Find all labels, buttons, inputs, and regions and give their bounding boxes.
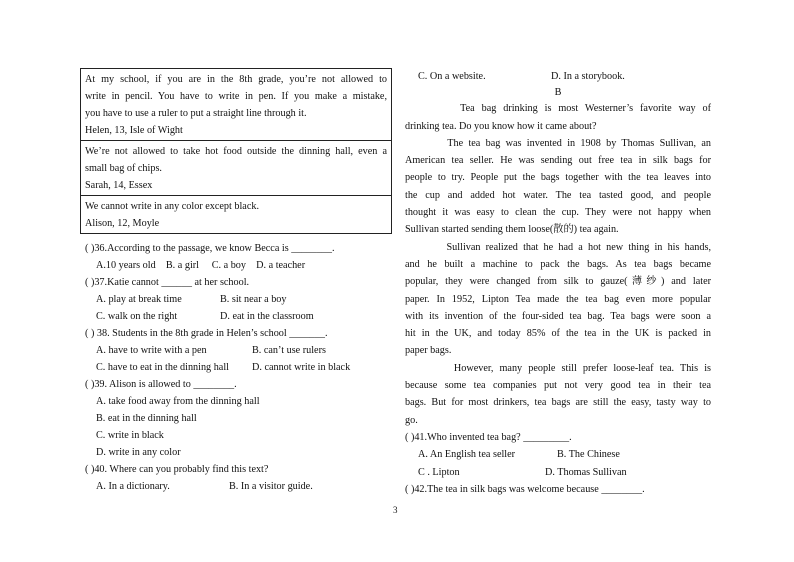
table-author: Alison, 12, Moyle bbox=[85, 218, 160, 229]
table-text-line: We’re not allowed to take hot food outside the dinning hall, even a bbox=[85, 146, 387, 157]
option-b: B. The Chinese bbox=[557, 449, 620, 461]
question-36: ( )36.According to the passage, we know Becca is ________. bbox=[85, 243, 335, 254]
question-41: ( )41.Who invented tea bag? _________. bbox=[405, 431, 572, 443]
option-d: D. eat in the classroom bbox=[220, 311, 314, 322]
quotes-table bbox=[80, 68, 392, 234]
passage-line: Tea bag drinking is most Westerner’s favorite way of bbox=[405, 103, 711, 115]
table-text-line: small bag of chips. bbox=[85, 163, 162, 174]
options-41-cd bbox=[405, 464, 711, 481]
table-text-line: We cannot write in any color except black. bbox=[85, 201, 259, 212]
option-c: C. On a website. bbox=[418, 71, 486, 82]
option-b: B. a girl bbox=[165, 260, 199, 271]
passage-line: and he built a machine to pack the bags. As tea bags became bbox=[405, 258, 711, 270]
table-author: Sarah, 14, Essex bbox=[85, 180, 153, 191]
options-38-cd bbox=[85, 359, 390, 376]
table-text-line: you have to use a ruler to put a straight line through it. bbox=[85, 108, 307, 119]
passage-line: bags. But for most drinkers, tea bags are still the easy, tasty way to bbox=[405, 397, 711, 409]
option-b: B. eat in the dinning hall bbox=[96, 413, 197, 424]
options-40-cd bbox=[405, 68, 711, 85]
passage-line: because some tea companies put not very good tea in their tea bbox=[405, 380, 711, 392]
options-40-ab bbox=[85, 478, 390, 495]
table-text-line: write in pencil. You have to write in pen. If you make a mistake, bbox=[85, 91, 387, 102]
options-41-ab bbox=[405, 446, 711, 463]
table-row bbox=[81, 69, 391, 141]
passage-line: with its invention of the four-sided tea bag. Tea bags were soon a bbox=[405, 310, 711, 322]
option-c: C. have to eat in the dinning hall bbox=[96, 362, 229, 373]
option-a: A.10 years old bbox=[96, 260, 156, 271]
passage-line: The tea bag was invented in 1908 by Thomas Sullivan, an bbox=[405, 137, 711, 149]
section-heading: B bbox=[554, 87, 562, 99]
passage-line: the cup and added hot water. The tea tasted good, and people bbox=[405, 189, 711, 201]
question-42: ( )42.The tea in silk bags was welcome because ________. bbox=[405, 483, 645, 495]
option-a: A. take food away from the dinning hall bbox=[96, 396, 260, 407]
right-column bbox=[405, 68, 711, 498]
options-38-ab bbox=[85, 342, 390, 359]
passage-line: Sullivan realized that he had a hot new thing in his hands, bbox=[405, 241, 711, 253]
options-36 bbox=[85, 257, 390, 274]
question-37: ( )37.Katie cannot ______ at her school. bbox=[85, 277, 250, 288]
passage-line: popular, they were changed from silk to gauze(薄纱) and later bbox=[405, 276, 711, 288]
option-d: D. write in any color bbox=[96, 447, 181, 458]
option-d: D. In a storybook. bbox=[551, 71, 625, 82]
option-c: C. walk on the right bbox=[96, 311, 178, 322]
passage bbox=[405, 100, 711, 429]
passage-line: drinking tea. Do you know how it came about? bbox=[405, 120, 597, 132]
question-39: ( )39. Alison is allowed to ________. bbox=[85, 379, 237, 390]
passage-line: paper. In 1952, Lipton Tea made the tea bag even more popular bbox=[405, 293, 711, 305]
option-b: B. can’t use rulers bbox=[252, 345, 326, 356]
options-37-ab bbox=[85, 291, 390, 308]
option-d: D. a teacher bbox=[256, 260, 306, 271]
option-b: B. In a visitor guide. bbox=[229, 481, 313, 492]
passage-line: However, many people still prefer loose-leaf tea. This is bbox=[405, 362, 711, 374]
option-d: D. cannot write in black bbox=[252, 362, 351, 373]
page-number: 3 bbox=[393, 505, 398, 515]
passage-line: American tea seller. He was sending out free tea in silk bags for bbox=[405, 155, 711, 167]
table-text-line: At my school, if you are in the 8th grade, you’re not allowed to bbox=[85, 74, 387, 85]
question-40: ( )40. Where can you probably find this text? bbox=[85, 464, 269, 475]
option-a: A. play at break time bbox=[96, 294, 182, 305]
option-b: B. sit near a boy bbox=[220, 294, 287, 305]
table-row bbox=[81, 196, 391, 233]
passage-line: people to try. People put the bags together with the tea leaves into bbox=[405, 172, 711, 184]
table-row bbox=[81, 141, 391, 196]
table-author: Helen, 13, Isle of Wight bbox=[85, 125, 183, 136]
passage-line: go. bbox=[405, 414, 418, 426]
passage-line: Sullivan started sending them loose(散的) tea again. bbox=[405, 224, 619, 236]
options-37-cd bbox=[85, 308, 390, 325]
option-d: D. Thomas Sullivan bbox=[545, 466, 627, 478]
option-a: A. An English tea seller bbox=[418, 449, 516, 461]
question-38: ( ) 38. Students in the 8th grade in Helen’s school _______. bbox=[85, 328, 328, 339]
passage-line: thought it was easy to clean the cup. They were not happy when bbox=[405, 207, 711, 219]
option-c: C . Lipton bbox=[418, 466, 460, 478]
option-c: C. a boy bbox=[211, 260, 246, 271]
questions-left bbox=[85, 240, 390, 495]
passage-line: hit in the UK, and today 85% of the tea in the UK is packed in bbox=[405, 328, 711, 340]
option-a: A. In a dictionary. bbox=[96, 481, 170, 492]
passage-line: paper bags. bbox=[405, 345, 452, 357]
option-a: A. have to write with a pen bbox=[96, 345, 207, 356]
option-c: C. write in black bbox=[96, 430, 164, 441]
